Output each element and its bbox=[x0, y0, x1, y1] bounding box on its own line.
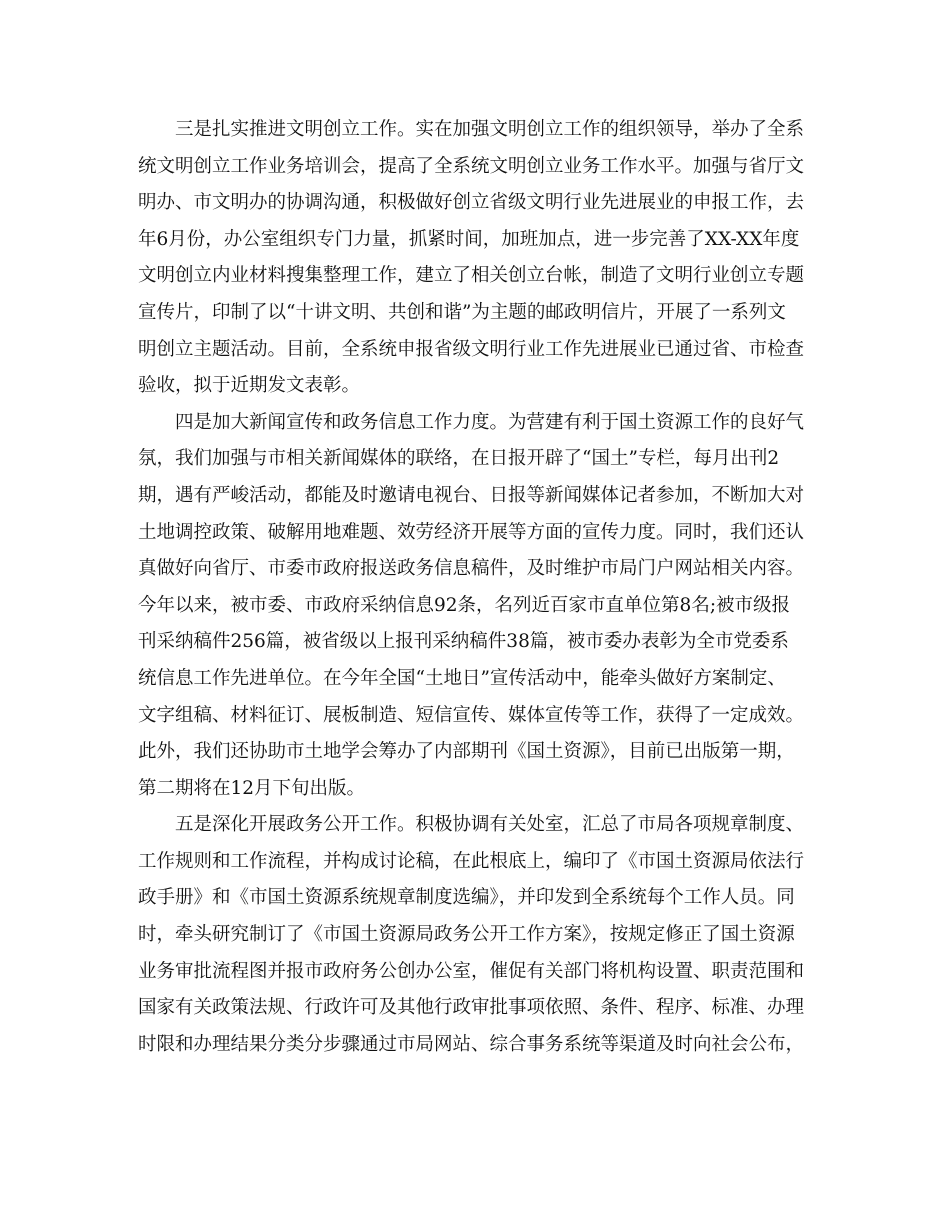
paragraph-civilization-work bbox=[138, 112, 814, 405]
text-line: 业务审批流程图并报市政府务公创办公室，催促有关部门将机构设置、职责范围和 bbox=[138, 960, 805, 982]
text-line: 土地调控政策、破解用地难题、效劳经济开展等方面的宣传力度。同时，我们还认 bbox=[138, 521, 805, 543]
text-line: 此外，我们还协助市土地学会筹办了内部期刊《国土资源》，目前已出版第一期， bbox=[138, 741, 795, 763]
text-line: 宣传片，印制了以“十讲文明、共创和谐”为主题的邮政明信片，开展了一系列文 bbox=[138, 301, 786, 323]
text-line: 统信息工作先进单位。在今年全国“土地日”宣传活动中，能牵头做好方案制定、 bbox=[138, 667, 786, 689]
text-line: 文明创立内业材料搜集整理工作，建立了相关创立台帐，制造了文明行业创立专题 bbox=[138, 265, 805, 287]
text-line: 时限和办理结果分类分步骤通过市局网站、综合事务系统等渠道及时向社会公布， bbox=[138, 1033, 805, 1055]
text-line: 明办、市文明办的协调沟通，积极做好创立省级文明行业先进展业的申报工作，去 bbox=[138, 192, 805, 214]
text-line: 期，遇有严峻活动，都能及时邀请电视台、日报等新闻媒体记者参加，不断加大对 bbox=[138, 484, 805, 506]
text-line: 验收，拟于近期发文表彰。 bbox=[138, 375, 361, 397]
text-line: 五是深化开展政务公开工作。积极协调有关处室，汇总了市局各项规章制度、 bbox=[175, 814, 805, 836]
text-line: 国家有关政策法规、行政许可及其他行政审批事项依照、条件、程序、标准、办理 bbox=[138, 997, 805, 1019]
text-line: 年6月份，办公室组织专门力量，抓紧时间，加班加点，进一步完善了XX-XX年度 bbox=[138, 228, 800, 250]
text-line: 文字组稿、材料征订、展板制造、短信宣传、媒体宣传等工作，获得了一定成效。 bbox=[138, 704, 805, 726]
paragraph-government-affairs bbox=[138, 807, 814, 1063]
text-line: 真做好向省厅、市委市政府报送政务信息稿件，及时维护市局门户网站相关内容。 bbox=[138, 558, 805, 580]
text-line: 四是加大新闻宣传和政务信息工作力度。为营建有利于国土资源工作的良好气 bbox=[175, 411, 805, 433]
text-line: 工作规则和工作流程，并构成讨论稿，在此根底上，编印了《市国土资源局依法行 bbox=[138, 850, 805, 872]
text-line: 氛，我们加强与市相关新闻媒体的联络，在日报开辟了“国土”专栏，每月出刊2 bbox=[138, 448, 780, 470]
text-line: 三是扎实推进文明创立工作。实在加强文明创立工作的组织领导，举办了全系 bbox=[175, 119, 805, 140]
text-line: 第二期将在12月下旬出版。 bbox=[138, 777, 366, 799]
paragraph-news-publicity bbox=[138, 405, 814, 808]
text-line: 政手册》和《市国土资源系统规章制度选编》，并印发到全系统每个工作人员。同 bbox=[138, 887, 795, 909]
text-line: 今年以来，被市委、市政府采纳信息92条，名列近百家市直单位第8名;被市级报 bbox=[138, 594, 791, 616]
document-body bbox=[138, 112, 814, 1063]
text-line: 统文明创立工作业务培训会，提高了全系统文明创立业务工作水平。加强与省厅文 bbox=[138, 155, 805, 177]
text-line: 明创立主题活动。目前，全系统申报省级文明行业工作先进展业已通过省、市检查 bbox=[138, 338, 805, 360]
text-line: 时，牵头研究制订了《市国土资源局政务公开工作方案》，按规定修正了国土资源 bbox=[138, 924, 795, 946]
text-line: 刊采纳稿件256篇，被省级以上报刊采纳稿件38篇，被市委办表彰为全市党委系 bbox=[138, 631, 789, 653]
